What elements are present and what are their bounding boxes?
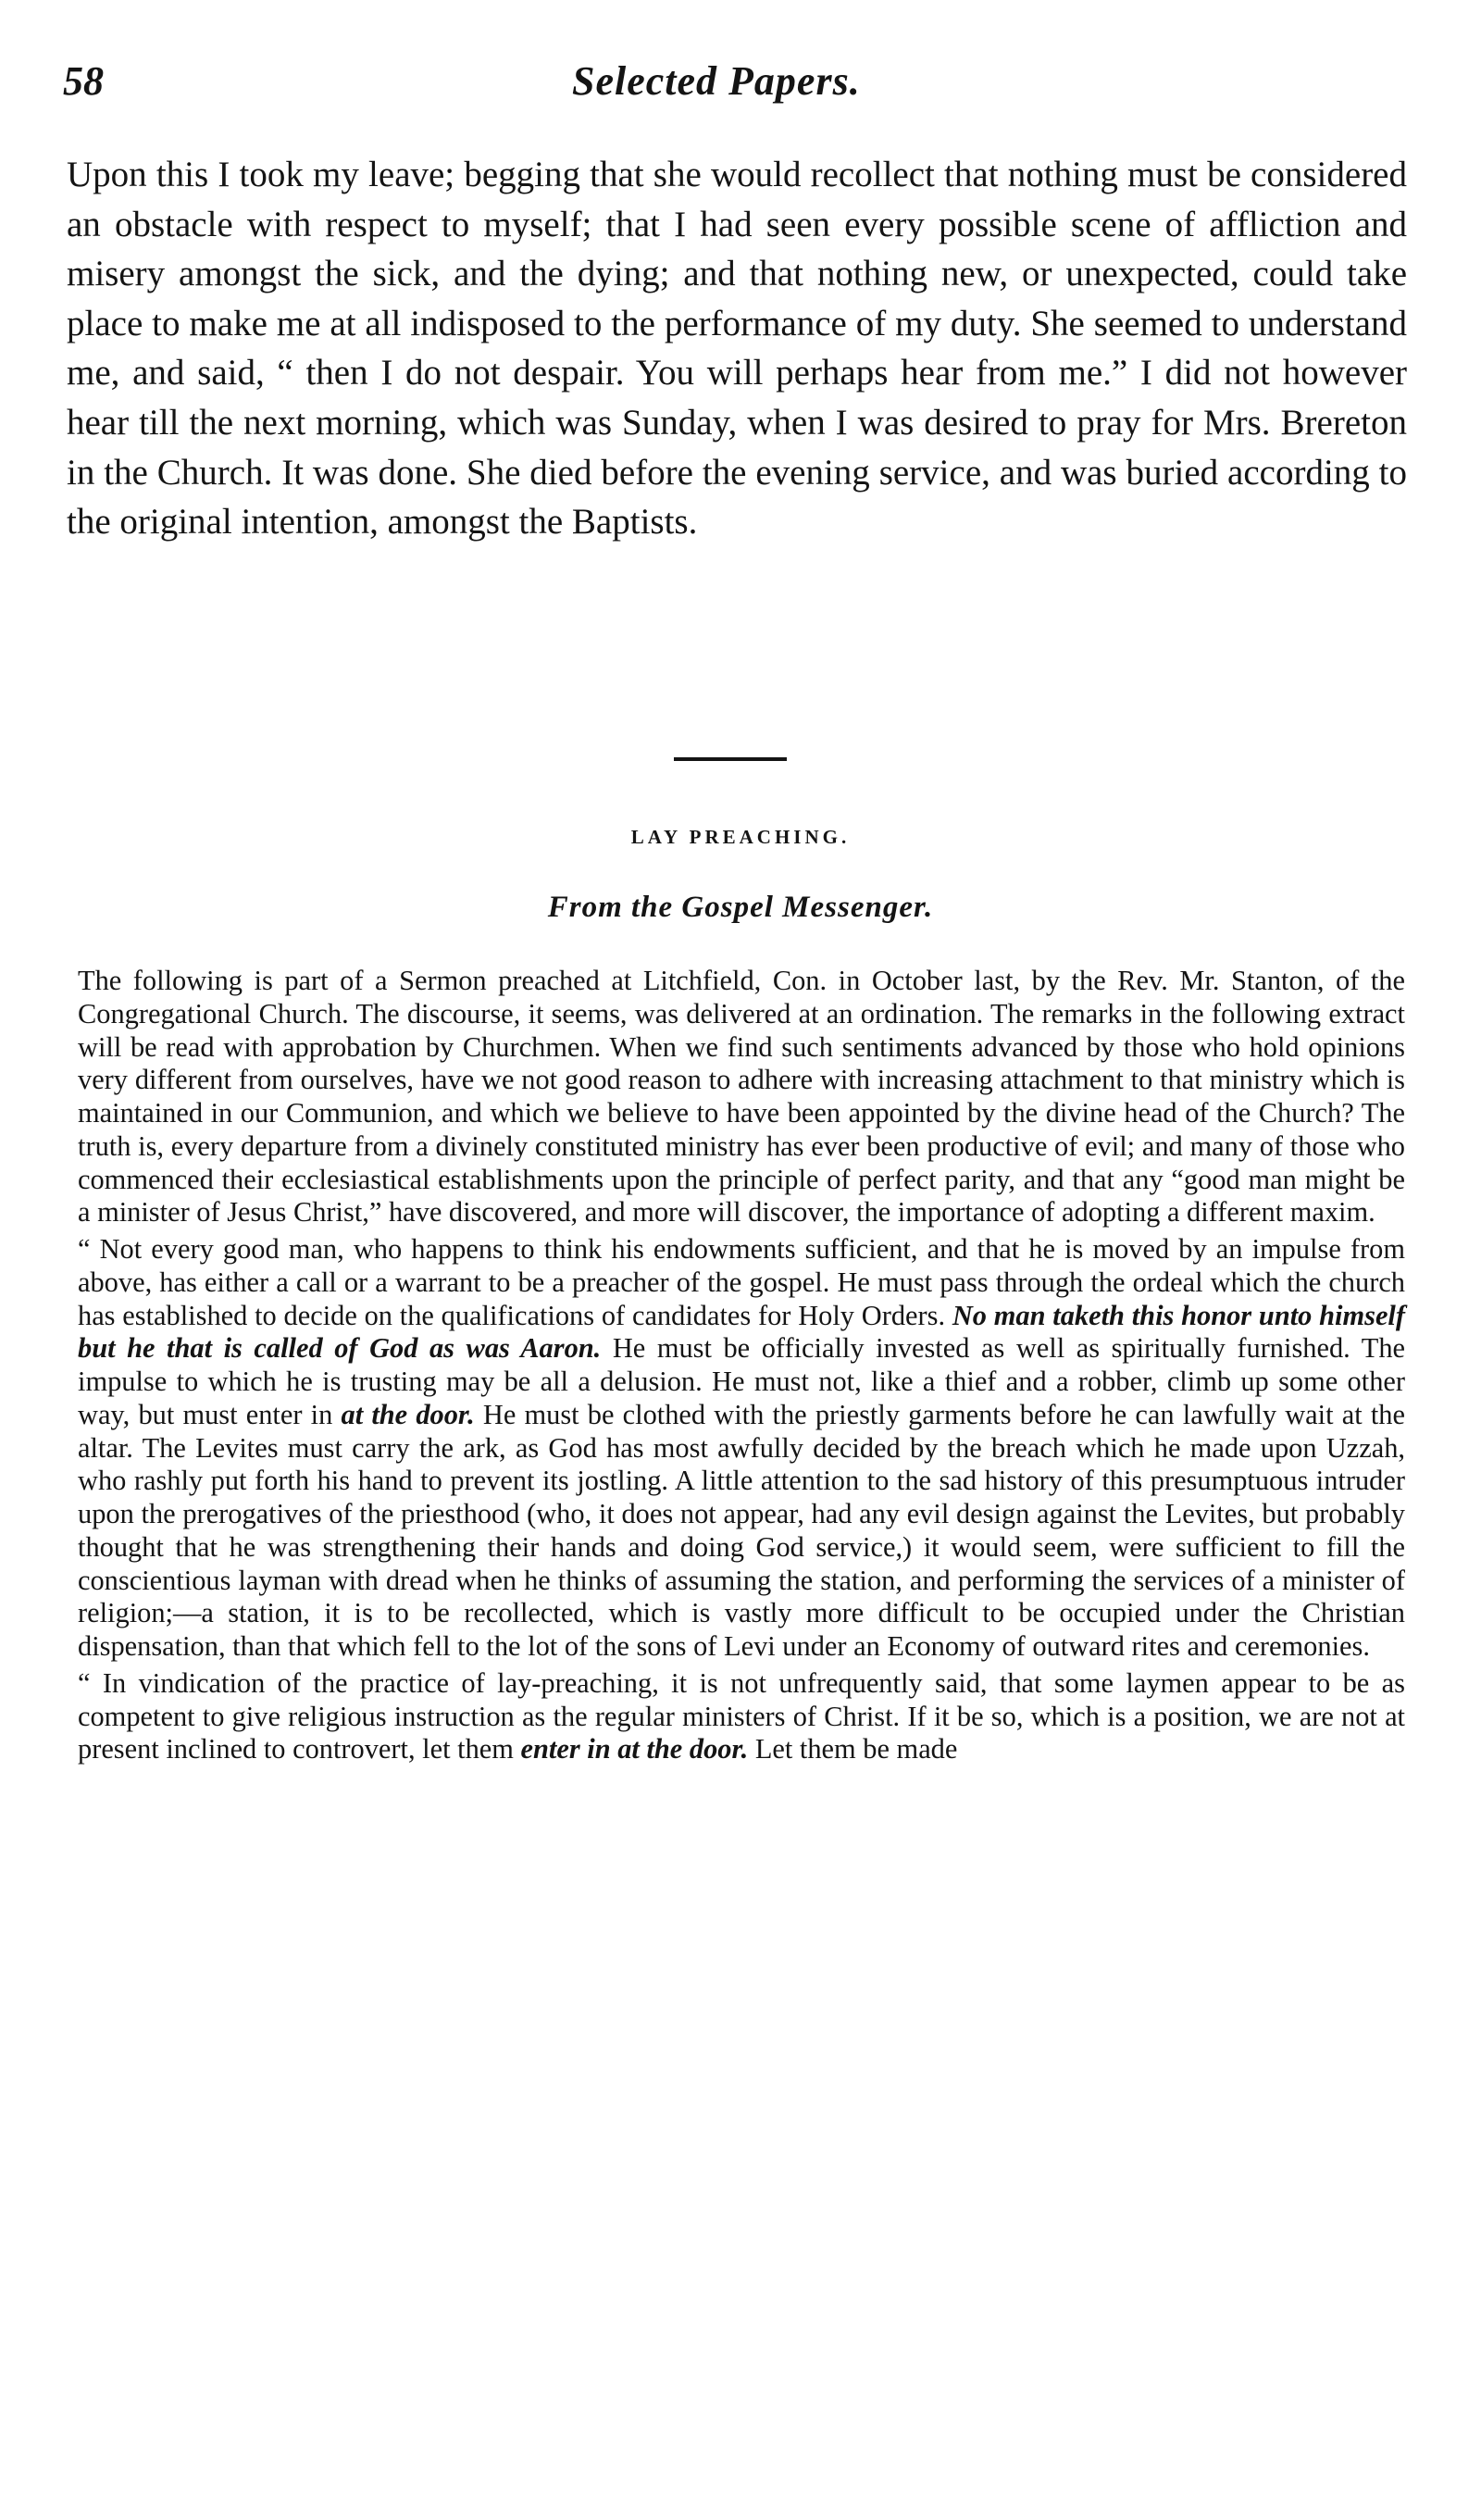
intro-paragraph: The following is part of a Sermon preached at Litchfield, Con. in October last, by the Rev. Mr. Stanton, of the Congregational Church. The discourse, it seems, was delivered at an ordination. The remarks in the following extract will be read with approbation by Churchmen. When we find such sentiments advanced by those who hold opinions very different from ourselves, have we not good reason to adhere with increasing attachment to that ministry which is maintained in our Communion, and which we believe to have been appointed by the divine head of the Church? The truth is, every departure from a divinely constituted ministry has ever been productive of evil; and many of those who commenced their ecclesiastical establishments upon the principle of perfect parity, and that any “good man might be a minister of Jesus Christ,” have discovered, and more will discover, the importance of adopting a different maxim. (78, 965, 1405, 1229)
emphasis-at-the-door: at the door. (341, 1398, 475, 1430)
scripture-quote: No man taketh this honor unto himself but he that is called of God as was Aaron. (78, 1299, 1405, 1365)
quote-text-3: He must be clothed with the priestly garments before he can lawfully wait at the altar. The Levites must carry the ark, as God has most awfully decided by the breach which he made upon Uzzah, who rashly put forth his hand to prevent its jostling. A little attention to the sad history of this presumptuous intruder upon the prerogatives of the priesthood (who, it does not appear, had any evil design against the Levites, but probably thought that he was strengthening their hands and doing God service,) it would seem, were sufficient to fill the conscientious layman with dread when he thinks of assuming the station, and performing the services of a minister of religion;—a station, it is to be recollected, which is vastly more difficult to be occupied under the Christian dispensation, than that which fell to the lot of the sons of Levi under an Economy of outward rites and ceremonies. (78, 1398, 1405, 1662)
emphasis-enter-in: enter in at the door. (520, 1733, 749, 1765)
page-number: 58 (63, 58, 104, 104)
article-body (78, 965, 1405, 1766)
closing-quote-text-2: Let them be made (748, 1733, 958, 1765)
quote-text-2: He must be officially invested as well as spiritually furnished. The impulse to which he is trusting may be all a delusion. He must not, like a thief and a robber, climb up some other way, but must enter in (78, 1332, 1405, 1430)
running-title: Selected Papers. (572, 58, 861, 104)
section-title: LAY PREACHING. (630, 826, 851, 848)
closing-paragraph: Upon this I took my leave; begging that she would recollect that nothing must be considered an obstacle with respect to myself; that I had seen every possible scene of affliction and misery amongst the sick, and the dying; and that nothing new, or unexpected, could take place to make me at all indisposed to the performance of my duty. She seemed to understand me, and said, “ then I do not despair. You will perhaps hear from me.” I did not however hear till the next morning, which was Sunday, when I was desired to pray for Mrs. Brereton in the Church. It was done. She died before the evening service, and was buried according to the original intention, amongst the Baptists. (67, 155, 1407, 543)
running-head (63, 57, 1414, 113)
section-divider (674, 757, 787, 761)
quote-paragraph (78, 1233, 1405, 1664)
quote-text-1: “ Not every good man, who happens to think his endowments sufficient, and that he is moved by an impulse from above, has either a call or a warrant to be a preacher of the gospel. He must pass through the ordeal which the church has established to decide on the qualifications of candidates for Holy Orders. (78, 1233, 1405, 1331)
closing-quote-text-1: “ In vindication of the practice of lay-preaching, it is not unfrequently said, that some laymen appear to be as competent to give religious instruction as the regular ministers of Christ. If it be so, which is a position, we are not at present inclined to controvert, let them (78, 1666, 1405, 1765)
section-source: From the Gospel Messenger. (547, 891, 934, 924)
closing-quote-paragraph (78, 1667, 1405, 1766)
